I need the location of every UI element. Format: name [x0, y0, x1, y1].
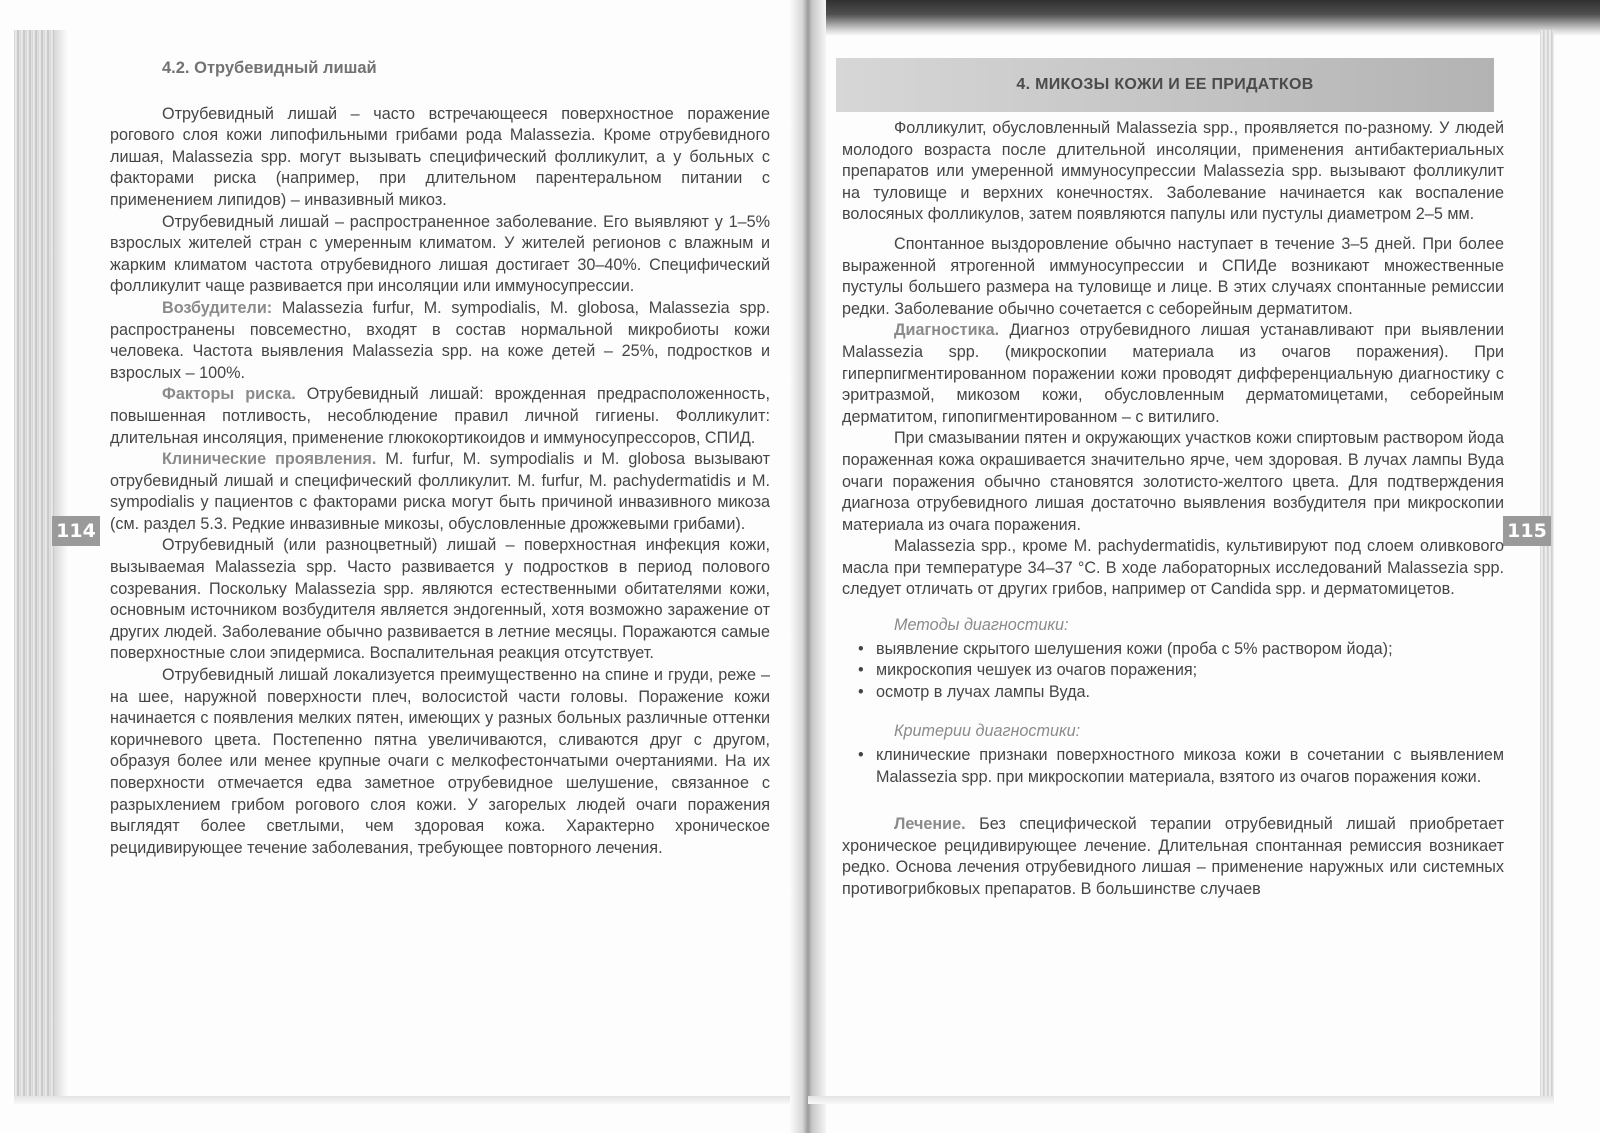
section-heading: 4.2. Отрубевидный лишай: [162, 59, 377, 77]
list-item: • выявление скрытого шелушения кожи (проба с 5% раствором йода);: [876, 639, 1504, 661]
agents-text: Malassezia furfur, M. sympodialis, M. globosa, Malassezia spp. распространены повсеместно, входят в состав нормальной микробиоты кожи человека. Частота выявления Malassezia spp. на коже детей – 25%, подростков и взрослых – 100%.: [110, 298, 770, 382]
localization-paragraph: Отрубевидный лишай локализуется преимущественно на спине и груди, реже – на шее, наружной поверхности плеч, волосистой части головы. Поражение кожи начинается с появления мелких пятен, имеющих у разных больных различные оттенки коричневого цвета. Постепенно пятна увеличиваются, сливаются друг с другом, образуя более или менее крупные очаги с мелкофестончатыми очертаниями. На их поверхности отмечается едва заметное отрубевидное шелушение, связанное с разрыхлением грибом рогового слоя кожи. У загорелых людей очаги поражения выглядят более светлыми, чем здоровая кожа. Характерно хроническое рецидивирующее течение заболевания, требующее повторного лечения.: [110, 666, 770, 857]
folliculitis-paragraph: Фолликулит, обусловленный Malassezia spp., проявляется по-разному. У людей молодого возраста после длительной инсоляции, применения антибактериальных препаратов или умеренной иммуносупрессии Malassezia spp. вызывают фолликулит на туловище и верхних конечностях. Заболевание начинается как воспаление волосяных фолликулов, затем появляются папулы или пустулы диаметром 2–5 мм.: [842, 119, 1504, 224]
clinical-text: M. furfur, M. sympodialis и M. globosa вызывают отрубевидный лишай и специфический фолликулит. M. furfur, M. pachydermatidis и M. sympodialis у пациентов с факторами риска могут быть причиной инвазивного микоза (см. раздел 5.3. Редкие инвазивные микозы, обусловленные дрожжевыми грибами).: [110, 450, 771, 533]
risk-paragraph: [110, 384, 770, 449]
left-page-shadow: [54, 30, 68, 1100]
agents-label: Возбудители:: [162, 298, 273, 317]
risk-text: Отрубевидный лишай: врожденная предрасположенность, повышенная потливость, несоблюдение правил личной гигиены. Фолликулит: длительная инсоляция, применение глюкокортикоидов и иммуносупрессоров, СПИД.: [110, 385, 770, 447]
versicolor-paragraph: Отрубевидный (или разноцветный) лишай – поверхностная инфекция кожи, вызываемая Malassezia spp. Часто развивается у подростков в период полового созревания. Поскольку Malassezia spp. являются естественными обитателями кожи, основным источником возбудителя является эндогенный, хотя возможно заражение от других людей. Заболевание обычно развивается в летние месяцы. Поражаются самые поверхностные слои эпидермиса. Воспалительная реакция отсутствует.: [110, 536, 770, 663]
left-page-edge: [14, 30, 54, 1100]
iodine-paragraph: При смазывании пятен и окружающих участков кожи спиртовым раствором йода пораженная кожа окрашивается значительно ярче, чем здоровая. В лучах лампы Вуда очаги поражения обычно становятся золотисто-желтого цвета. Для подтверждения диагноза отрубевидного лишая достаточно выявления возбудителя при микроскопии материала из очага поражения.: [842, 429, 1504, 534]
clinical-label: Клинические проявления.: [162, 450, 377, 469]
right-page-bottom-edge: [808, 1096, 1554, 1104]
book-spine: [790, 0, 826, 1133]
agents-paragraph: [110, 298, 770, 384]
culture-paragraph: Malassezia spp., кроме M. pachydermatidis, культивируют под слоем оливкового масла при температуре 34–37 °С. В ходе лабораторных исследований Malassezia spp. следует отличать от других грибов, например от Candida spp. и дерматомицетов.: [842, 537, 1504, 599]
prevalence-paragraph: Отрубевидный лишай – распространенное заболевание. Его выявляют у 1–5% взрослых жителей стран с умеренным климатом. У жителей регионов с влажным и жарким климатом частота отрубевидного лишая достигает 30–40%. Специфический фолликулит чаще развивается при инсоляции или иммуносупрессии.: [110, 212, 770, 296]
intro-paragraph: Отрубевидный лишай – часто встречающееся поверхностное поражение рогового слоя кожи липофильными грибами рода Malassezia. Кроме отрубевидного лишая, Malassezia spp. могут вызывать специфический фолликулит, а у больных с факторами риска (например, при длительном парентеральном питании с применением липидов) – инвазивный микоз.: [110, 104, 770, 209]
methods-list: [842, 639, 1504, 704]
left-page-bottom-edge: [14, 1096, 804, 1104]
diagnostics-label: Диагностика.: [894, 321, 1000, 340]
list-item: • микроскопия чешуек из очагов поражения;: [876, 660, 1504, 682]
page-number-right: 115: [1503, 516, 1551, 546]
criteria-title: Критерии диагностики:: [894, 722, 1081, 741]
right-page-column: [842, 118, 1504, 901]
diagnostics-text: Диагноз отрубевидного лишая устанавливают при выявлении Malassezia spp. (микроскопии материала из очагов поражения). При гиперпигментированном поражении кожи проводят дифференциальную диагностику с эритразмой, микозом кожи, обусловленным дерматомицетами, себорейным дерматитом, гипопигментированном – с витилиго.: [842, 321, 1504, 426]
list-item: • осмотр в лучах лампы Вуда.: [876, 682, 1504, 704]
list-item: • клинические признаки поверхностного микоза кожи в сочетании с выявлением Malassezia spp. при микроскопии материала, взятого из очагов поражения кожи.: [876, 745, 1504, 788]
diagnostics-paragraph: [842, 320, 1504, 428]
treatment-label: Лечение.: [894, 815, 966, 834]
treatment-paragraph: [842, 814, 1504, 900]
chapter-banner: 4. МИКОЗЫ КОЖИ И ЕЕ ПРИДАТКОВ: [836, 58, 1494, 112]
risk-label: Факторы риска.: [162, 385, 296, 404]
right-page-edge: [1540, 30, 1554, 1100]
recovery-paragraph: Спонтанное выздоровление обычно наступает в течение 3–5 дней. При более выраженной ятрогенной иммуносупрессии и СПИДе возникают множественные пустулы большего размера на туловище и лице. В этих случаях спонтанные ремиссии редки. Заболевание обычно сочетается с себорейным дерматитом.: [842, 234, 1504, 318]
methods-title: Методы диагностики:: [894, 616, 1069, 635]
treatment-text: Без специфической терапии отрубевидный лишай приобретает хроническое рецидивирующее лечение. Длительная спонтанная ремиссия возникает редко. Основа лечения отрубевидного лишая – применение наружных или системных противогрибковых препаратов. В большинстве случаев: [842, 815, 1504, 898]
clinical-paragraph: [110, 449, 770, 535]
left-page-column: [110, 58, 770, 859]
right-page-top-shadow: [808, 0, 1600, 36]
page-number-left: 114: [52, 516, 100, 546]
criteria-list: [842, 745, 1504, 788]
